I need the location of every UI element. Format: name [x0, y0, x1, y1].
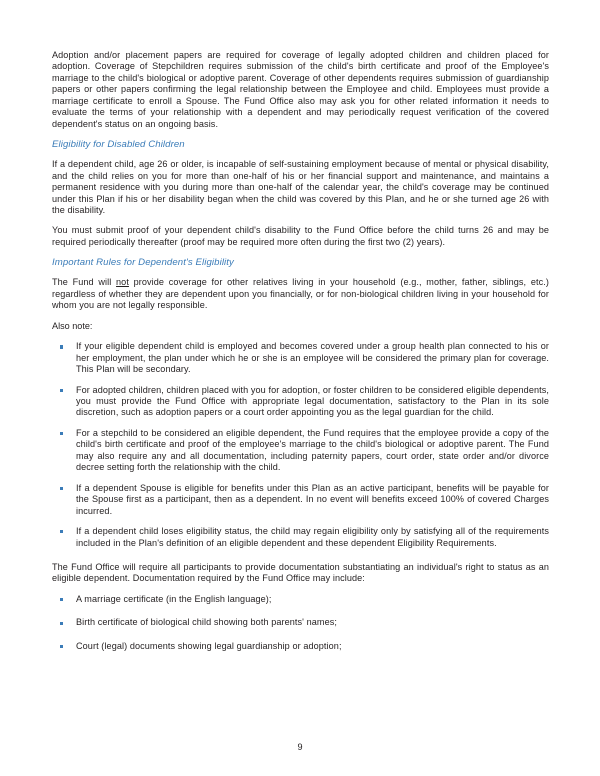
square-bullet-icon [60, 645, 63, 648]
intro-paragraph: Adoption and/or placement papers are required for coverage of legally adopted children and children placed for adoption. Coverage of Stepchildren requires submission of the child's birth certificate and proof of the Employee's marriage to the child's biological or adoptive parent. Coverage of other dependents requires submission of guardianship papers or other papers confirming the legal relationship between the Employee and child. Employees must provide a marriage certificate to enroll a Spouse. The Fund Office also may ask you for other related information it needs to evaluate the terms of your relationship with a dependent and may periodically request verification of the covered dependent's status on an ongoing basis. [52, 50, 549, 129]
list-item [52, 428, 549, 474]
list-item-text: Court (legal) documents showing legal guardianship or adoption; [76, 640, 342, 651]
disabled-children-paragraph-2: You must submit proof of your dependent child's disability to the Fund Office before the child turns 26 and may be required periodically thereafter (proof may be required more often during the first two (2) years). [52, 225, 549, 247]
list-item [52, 341, 549, 375]
section-heading-disabled-children: Eligibility for Disabled Children [52, 139, 185, 151]
square-bullet-icon [60, 530, 63, 533]
square-bullet-icon [60, 487, 63, 490]
list-item-text: For adopted children, children placed with you for adoption, or foster children to be considered eligible dependents, you must provide the Fund Office with appropriate legal documentation, satisfactory to the Plan in its sole discretion, such as adoption papers or a court order appointing you as the legal guardian for the child. [76, 384, 549, 418]
list-item [52, 483, 549, 517]
disabled-children-paragraph-1: If a dependent child, age 26 or older, is incapable of self-sustaining employment because of mental or physical disability, and the child relies on you for more than one-half of his or her financial support and maintenance, and maintains a permanent residence with you during more than one-half of the calendar year, the child's coverage may be continued under this Plan if his or her disability began when the child was covered by this Plan, and he or she turned age 26 with the disability. [52, 159, 549, 215]
documentation-lead-paragraph: The Fund Office will require all participants to provide documentation substantiating an individual's right to status as an eligible dependent. Documentation required by the Fund Office may include: [52, 561, 549, 584]
important-rules-text-before: The Fund will [52, 277, 117, 288]
list-item-text: If a dependent child loses eligibility status, the child may regain eligibility only by satisfying all of the requirements included in the Plan's definition of an eligible dependent and these dependent Eligibility Requirements. [76, 526, 549, 548]
square-bullet-icon [60, 598, 63, 601]
square-bullet-icon [60, 389, 63, 392]
documentation-bullet-list [52, 594, 549, 652]
also-note-label: Also note: [52, 320, 93, 331]
list-item [52, 617, 549, 628]
list-item-text: If a dependent Spouse is eligible for benefits under this Plan as an active participant, benefits will be payable for the Spouse first as a participant, then as a dependent. In no event will benefits exceed 100% of covered Charges incurred. [76, 482, 549, 516]
list-item-text: If your eligible dependent child is employed and becomes covered under a group health plan connected to his or her employment, the plan under which he or she is an employee will be considered the primary plan for coverage. This Plan will be secondary. [76, 341, 549, 375]
square-bullet-icon [60, 622, 63, 625]
list-item-text: For a stepchild to be considered an eligible dependent, the Fund requires that the employee provide a copy of the child's birth certificate and proof of the employee's marriage to the child's biological or adoptive parent. The Fund may also require any and all documentation, including paternity papers, court order, state order and/or divorce decree setting forth the relationship with the child. [76, 427, 549, 473]
section-heading-important-rules: Important Rules for Dependent's Eligibility [52, 257, 234, 269]
list-item [52, 641, 549, 652]
important-rules-emphasis-not: not [116, 277, 129, 288]
page-content [52, 50, 549, 664]
page-number: 9 [297, 742, 303, 752]
list-item [52, 526, 549, 549]
square-bullet-icon [60, 345, 63, 348]
list-item-text: A marriage certificate (in the English language); [76, 593, 272, 604]
important-rules-text-after: provide coverage for other relatives living in your household (e.g., mother, father, siblings, etc.) regardless of whether they are dependent upon you financially, or for non-biological children living in your household for whom you are not legally responsible. [52, 277, 549, 311]
list-item [52, 385, 549, 419]
also-note-bullet-list [52, 341, 549, 549]
list-item [52, 594, 549, 605]
important-rules-lead-paragraph [52, 277, 549, 311]
list-item-text: Birth certificate of biological child showing both parents' names; [76, 617, 337, 628]
square-bullet-icon [60, 432, 63, 435]
